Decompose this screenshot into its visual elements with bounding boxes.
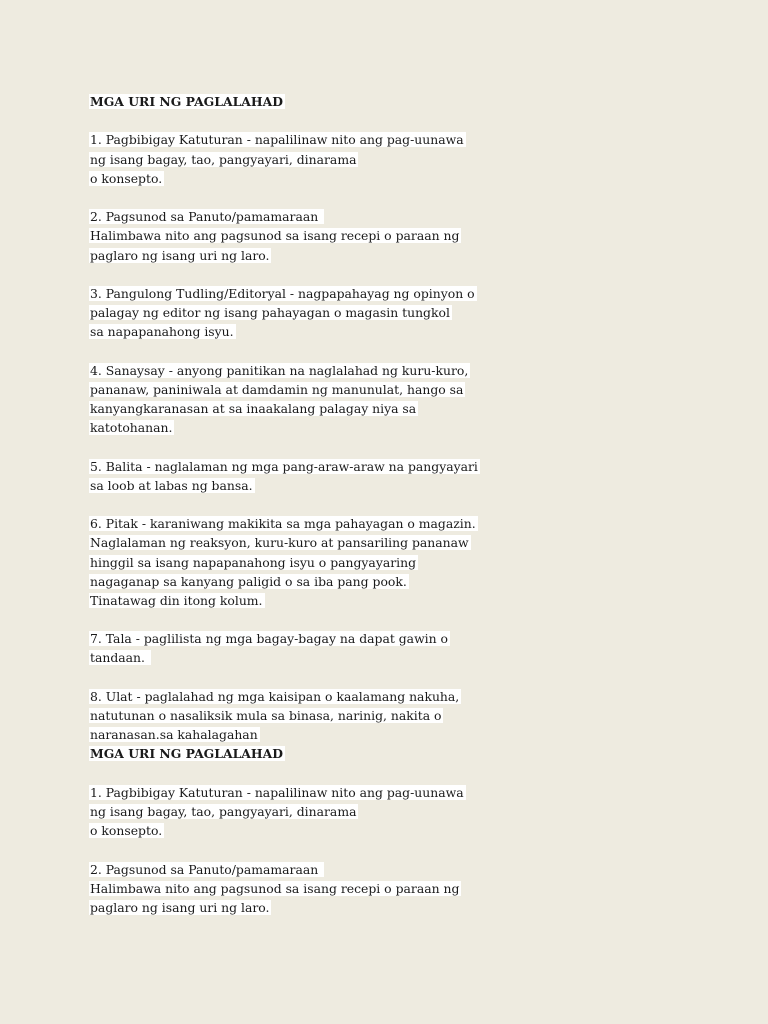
text-line-content: pananaw, paniniwala at damdamin ng manunulat, hango sa [90, 381, 464, 397]
text-line [89, 284, 709, 303]
document-page [89, 92, 709, 917]
text-line [89, 687, 709, 706]
section-heading [89, 744, 709, 763]
text-line [89, 898, 709, 917]
text-line [89, 783, 709, 802]
text-line [89, 706, 709, 725]
text-line [89, 553, 709, 572]
text-line-content: 5. Balita - naglalaman ng mga pang-araw-araw na pangyayari [90, 458, 478, 474]
text-line-content: paglaro ng isang uri ng laro. [90, 247, 270, 263]
text-line [89, 457, 709, 476]
text-line-content: 2. Pagsunod sa Panuto/pamamaraan [90, 861, 323, 877]
text-line-content: 2. Pagsunod sa Panuto/pamamaraan [90, 209, 323, 225]
text-line-content: tandaan. [90, 650, 149, 666]
blank-line [89, 764, 709, 783]
text-line [89, 380, 709, 399]
text-line [89, 399, 709, 418]
text-line [89, 533, 709, 552]
text-line [89, 169, 709, 188]
text-line-content: nagaganap sa kanyang paligid o sa iba pang pook. [90, 573, 407, 589]
text-line-content: sa napapanahong isyu. [90, 324, 234, 340]
text-line [89, 322, 709, 341]
text-line [89, 802, 709, 821]
text-line-content: paglaro ng isang uri ng laro. [90, 899, 270, 915]
text-line-content: Naglalaman ng reaksyon, kuru-kuro at pansariling pananaw [90, 535, 469, 551]
blank-line [89, 111, 709, 130]
text-line [89, 303, 709, 322]
text-line-content: Halimbawa nito ang pagsunod sa isang recepi o paraan ng [90, 880, 460, 896]
text-line-content: MGA URI NG PAGLALAHAD [90, 94, 283, 109]
text-line [89, 725, 709, 744]
text-line-content: 7. Tala - paglilista ng mga bagay-bagay na dapat gawin o [90, 631, 449, 647]
text-line [89, 514, 709, 533]
text-line-content: natutunan o nasaliksik mula sa binasa, narinig, nakita o [90, 708, 442, 723]
text-line-content: 8. Ulat - paglalahad ng mga kaisipan o kaalamang nakuha, [90, 688, 460, 704]
text-line-content: Tinatawag din itong kolum. [90, 592, 263, 608]
text-line [89, 361, 709, 380]
text-line-content: naranasan.sa kahalagahan [90, 727, 258, 743]
text-line-content: ng isang bagay, tao, pangyayari, dinarama [90, 151, 357, 167]
text-line-content: kanyangkaranasan at sa inaakalang palagay niya sa [90, 401, 417, 416]
text-line-content: katotohanan. [90, 420, 173, 436]
blank-line [89, 265, 709, 284]
text-line [89, 591, 709, 610]
blank-line [89, 341, 709, 360]
text-line-content: 1. Pagbibigay Katuturan - napalilinaw nito ang pag-uunawa [90, 784, 464, 800]
text-line [89, 821, 709, 840]
blank-line [89, 437, 709, 456]
text-line-content: hinggil sa isang napapanahong isyu o pangyayaring [90, 554, 416, 570]
text-line-content: 4. Sanaysay - anyong panitikan na naglalahad ng kuru-kuro, [90, 362, 469, 378]
text-line [89, 879, 709, 898]
text-line-content: palagay ng editor ng isang pahayagan o magasin tungkol [90, 305, 450, 321]
text-line [89, 860, 709, 879]
text-line [89, 418, 709, 437]
text-line-content: ng isang bagay, tao, pangyayari, dinarama [90, 803, 357, 819]
text-line-content: 1. Pagbibigay Katuturan - napalilinaw nito ang pag-uunawa [90, 132, 464, 148]
text-line-content: o konsepto. [90, 170, 163, 186]
blank-line [89, 610, 709, 629]
text-line [89, 130, 709, 149]
text-line [89, 476, 709, 495]
text-line [89, 246, 709, 265]
blank-line [89, 668, 709, 687]
text-line [89, 226, 709, 245]
text-line-content: 3. Pangulong Tudling/Editoryal - nagpapahayag ng opinyon o [90, 285, 475, 301]
text-line-content: 6. Pitak - karaniwang makikita sa mga pahayagan o magazin. [90, 516, 476, 532]
text-line-content: Halimbawa nito ang pagsunod sa isang recepi o paraan ng [90, 228, 460, 244]
section-heading [89, 92, 709, 111]
blank-line [89, 495, 709, 514]
text-line-content: MGA URI NG PAGLALAHAD [90, 746, 283, 762]
text-line [89, 629, 709, 648]
text-line [89, 648, 709, 667]
blank-line [89, 188, 709, 207]
blank-line [89, 840, 709, 859]
text-line [89, 572, 709, 591]
text-line-content: sa loob at labas ng bansa. [90, 477, 253, 493]
text-line-content: o konsepto. [90, 823, 163, 839]
text-line [89, 150, 709, 169]
text-line [89, 207, 709, 226]
